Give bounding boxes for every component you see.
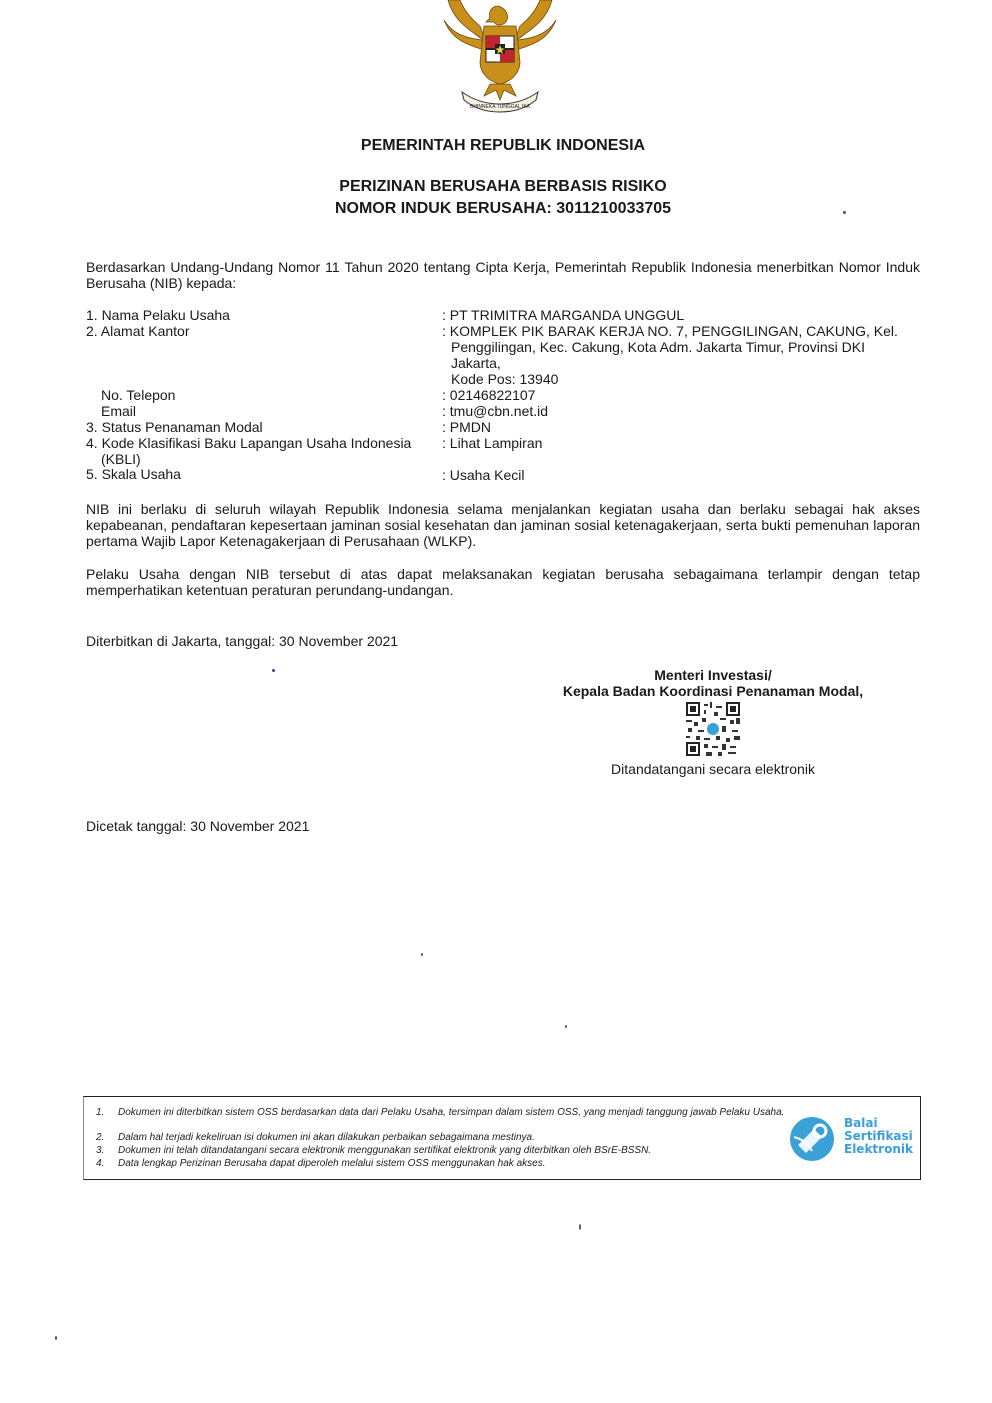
signed-electronically-note: Ditandatangani secara elektronik <box>611 761 815 777</box>
scan-speck <box>843 211 846 214</box>
qr-code-icon <box>686 702 740 756</box>
footer-note-2: 2. Dalam hal terjadi kekeliruan isi dokumen ini akan dilakukan perbaikan sebagaimana mestinya. <box>96 1132 535 1143</box>
activities-paragraph: Pelaku Usaha dengan NIB tersebut di atas dapat melaksanakan kegiatan berusaha sebagaimana terlampir dengan tetap memperhatikan ketentuan peraturan perundang-undangan. <box>86 566 920 598</box>
kbli-label: 4. Kode Klasifikasi Baku Lapangan Usaha Indonesia <box>86 435 412 451</box>
bsre-logo-text: Balai Sertifikasi Elektronik <box>844 1116 913 1156</box>
garuda-emblem-icon <box>440 0 560 118</box>
scan-speck <box>55 1336 57 1340</box>
footer-notes-box <box>83 1096 921 1180</box>
emblem-motto: BHINNEKA TUNGGAL IKA <box>469 104 531 110</box>
business-scale-value: : Usaha Kecil <box>442 467 525 483</box>
name-value: : PT TRIMITRA MARGANDA UNGGUL <box>442 307 685 323</box>
address-value-line2: Penggilingan, Kec. Cakung, Kota Adm. Jakarta Timur, Provinsi DKI <box>451 339 865 355</box>
email-value: : tmu@cbn.net.id <box>442 403 549 419</box>
license-title: PERIZINAN BERUSAHA BERBASIS RISIKO <box>339 178 667 195</box>
government-heading: PEMERINTAH REPUBLIK INDONESIA <box>360 137 646 154</box>
scan-speck <box>579 1224 581 1230</box>
email-label: Email <box>101 403 137 419</box>
printed-date: Dicetak tanggal: 30 November 2021 <box>86 818 310 834</box>
address-value-line3: Jakarta, <box>451 355 501 371</box>
signatory-title-1: Menteri Investasi/ <box>654 667 772 683</box>
investment-status-label: 3. Status Penanaman Modal <box>86 419 263 435</box>
issued-date: Diterbitkan di Jakarta, tanggal: 30 November 2021 <box>86 633 399 649</box>
kbli-label-abbrev: (KBLI) <box>101 451 141 467</box>
footer-note-3: 3. Dokumen ini telah ditandatangani secara elektronik menggunakan sertifikat elektronik yang diterbitkan oleh BSrE-BSSN. <box>96 1145 652 1156</box>
nib-number: NOMOR INDUK BERUSAHA: 3011210033705 <box>334 200 672 217</box>
scan-speck <box>272 669 275 672</box>
intro-paragraph: Berdasarkan Undang-Undang Nomor 11 Tahun 2020 tentang Cipta Kerja, Pemerintah Republik Indonesia menerbitkan Nomor Induk Berusaha (NIB) kepada: <box>86 259 920 291</box>
kbli-value: : Lihat Lampiran <box>442 435 543 451</box>
address-value-line1: : KOMPLEK PIK BARAK KERJA NO. 7, PENGGILINGAN, CAKUNG, Kel. <box>442 323 898 339</box>
address-label: 2. Alamat Kantor <box>86 323 190 339</box>
footer-note-1: 1. Dokumen ini diterbitkan sistem OSS berdasarkan data dari Pelaku Usaha, tersimpan dalam sistem OSS, yang menjadi tanggung jawab Pelaku Usaha. <box>96 1107 785 1118</box>
phone-value: : 02146822107 <box>442 387 536 403</box>
validity-paragraph: NIB ini berlaku di seluruh wilayah Republik Indonesia selama menjalankan kegiatan usaha dan berlaku sebagai hak akses kepabeanan, pendaftaran kepesertaan jaminan sosial kesehatan dan jaminan sosial ketenagakerjaan, serta bukti pemenuhan laporan pertama Wajib Lapor Ketenagakerjaan di Perusahaan (WLKP). <box>86 501 920 549</box>
postal-code: Kode Pos: 13940 <box>451 371 559 387</box>
signatory-title-2: Kepala Badan Koordinasi Penanaman Modal, <box>562 683 864 699</box>
name-label: 1. Nama Pelaku Usaha <box>86 307 230 323</box>
phone-label: No. Telepon <box>101 387 176 403</box>
bsre-logo-icon <box>788 1115 836 1163</box>
footer-note-4: 4. Data lengkap Perizinan Berusaha dapat diperoleh melalui sistem OSS menggunakan hak akses. <box>96 1158 546 1169</box>
scan-speck <box>565 1025 567 1028</box>
scan-speck <box>421 953 423 956</box>
investment-status-value: : PMDN <box>442 419 491 435</box>
business-scale-label: 5. Skala Usaha <box>86 466 181 482</box>
